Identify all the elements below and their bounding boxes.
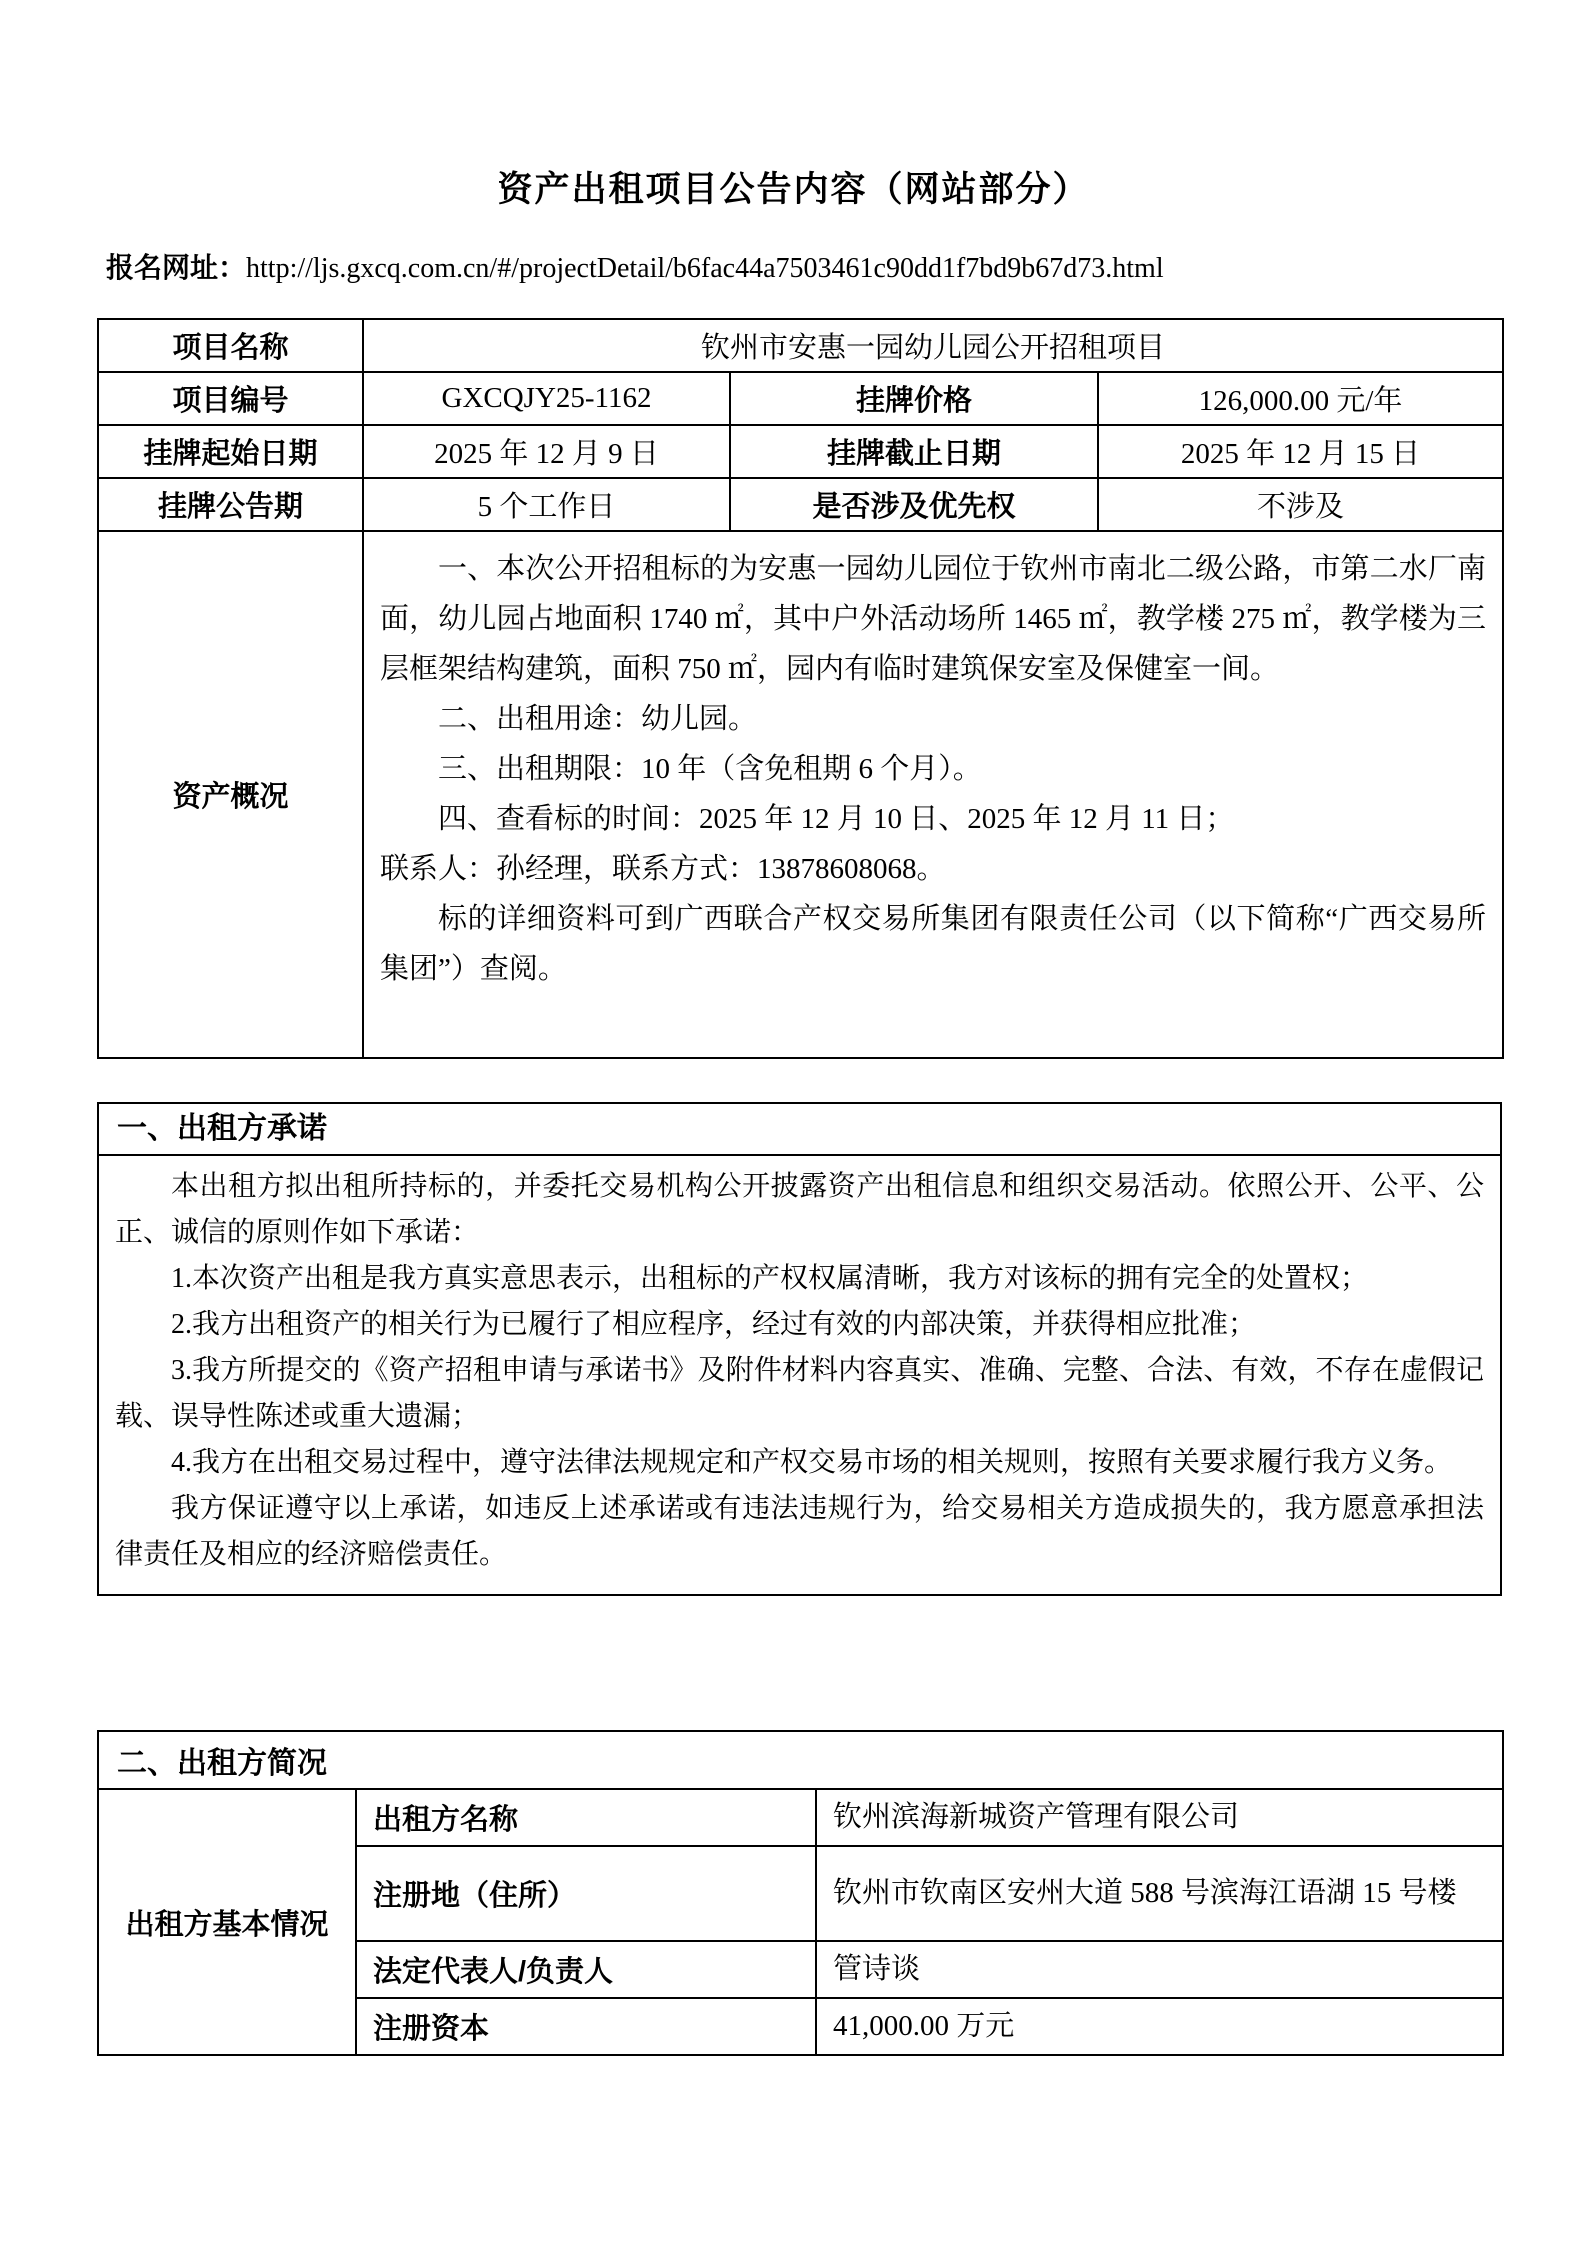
lessor-name-value: 钦州滨海新城资产管理有限公司 (816, 1789, 1503, 1846)
registered-capital-label: 注册资本 (356, 1998, 816, 2055)
listing-price-label: 挂牌价格 (730, 372, 1098, 425)
announcement-period-label: 挂牌公告期 (98, 478, 363, 531)
project-code-label: 项目编号 (98, 372, 363, 425)
priority-right-label: 是否涉及优先权 (730, 478, 1098, 531)
priority-right-value: 不涉及 (1098, 478, 1503, 531)
registration-url-line (106, 246, 1506, 286)
project-name-label: 项目名称 (98, 319, 363, 372)
table-row (98, 1789, 1503, 1846)
commitment-paragraph: 4.我方在出租交易过程中，遵守法律法规规定和产权交易市场的相关规则，按照有关要求履行我方义务。 (171, 1447, 1453, 1478)
registration-url-label: 报名网址： (106, 252, 247, 283)
project-name-value: 钦州市安惠一园幼儿园公开招租项目 (363, 319, 1503, 372)
lessor-profile-heading: 二、出租方简况 (98, 1731, 1503, 1789)
asset-overview-label: 资产概况 (98, 531, 363, 1058)
listing-end-label: 挂牌截止日期 (730, 425, 1098, 478)
lessor-commitment-body (99, 1156, 1500, 1594)
lessor-basic-info-label: 出租方基本情况 (98, 1789, 356, 2055)
overview-paragraph: 四、查看标的时间：2025 年 12 月 10 日、2025 年 12 月 11 日； (438, 803, 1235, 835)
project-code-value: GXCQJY25-1162 (363, 372, 730, 425)
project-info-table (97, 318, 1504, 1059)
lessor-name-label: 出租方名称 (356, 1789, 816, 1846)
asset-overview-content (363, 531, 1503, 1058)
registered-address-label: 注册地（住所） (356, 1846, 816, 1941)
overview-paragraph: 一、本次公开招租标的为安惠一园幼儿园位于钦州市南北二级公路，市第二水厂南面，幼儿园占地面积 1740 ㎡，其中户外活动场所 1465 ㎡，教学楼 275 ㎡，教学楼为三层框架结构建筑，面积 750 ㎡，园内有临时建筑保安室及保健室一间。 (380, 553, 1487, 685)
commitment-paragraph: 3.我方所提交的《资产招租申请与承诺书》及附件材料内容真实、准确、完整、合法、有效，不存在虚假记载、误导性陈述或重大遗漏； (115, 1355, 1484, 1432)
overview-paragraph: 二、出租用途：幼儿园。 (438, 703, 758, 735)
registered-capital-value: 41,000.00 万元 (816, 1998, 1503, 2055)
table-row (98, 478, 1503, 531)
table-row (98, 1731, 1503, 1789)
table-row (98, 372, 1503, 425)
listing-start-label: 挂牌起始日期 (98, 425, 363, 478)
registered-address-value: 钦州市钦南区安州大道 588 号滨海江语湖 15 号楼 (816, 1846, 1503, 1941)
commitment-paragraph: 我方保证遵守以上承诺，如违反上述承诺或有违法违规行为，给交易相关方造成损失的，我方愿意承担法律责任及相应的经济赔偿责任。 (115, 1493, 1484, 1570)
table-row (98, 425, 1503, 478)
listing-price-value: 126,000.00 元/年 (1098, 372, 1503, 425)
listing-start-value: 2025 年 12 月 9 日 (363, 425, 730, 478)
overview-paragraph: 三、出租期限：10 年（含免租期 6 个月）。 (438, 753, 982, 785)
table-row (98, 531, 1503, 1058)
commitment-paragraph: 1.本次资产出租是我方真实意思表示，出租标的产权权属清晰，我方对该标的拥有完全的处置权； (171, 1263, 1369, 1294)
lessor-profile-table (97, 1730, 1504, 2056)
commitment-paragraph: 2.我方出租资产的相关行为已履行了相应程序，经过有效的内部决策，并获得相应批准； (171, 1309, 1257, 1340)
overview-paragraph: 标的详细资料可到广西联合产权交易所集团有限责任公司（以下简称“广西交易所集团”）查阅。 (380, 903, 1487, 985)
listing-end-value: 2025 年 12 月 15 日 (1098, 425, 1503, 478)
document-title: 资产出租项目公告内容（网站部分） (497, 170, 1090, 209)
announcement-period-value: 5 个工作日 (363, 478, 730, 531)
lessor-commitment-heading: 一、出租方承诺 (99, 1104, 1500, 1156)
commitment-paragraph: 本出租方拟出租所持标的，并委托交易机构公开披露资产出租信息和组织交易活动。依照公开、公平、公正、诚信的原则作如下承诺： (115, 1171, 1484, 1248)
legal-representative-value: 管诗谈 (816, 1941, 1503, 1998)
table-row (98, 319, 1503, 372)
lessor-commitment-section (97, 1102, 1502, 1596)
overview-paragraph: 联系人：孙经理，联系方式：13878608068。 (380, 853, 946, 885)
registration-url: http://ljs.gxcq.com.cn/#/projectDetail/b6fac44a7503461c90dd1f7bd9b67d73.html (246, 253, 1164, 284)
legal-representative-label: 法定代表人/负责人 (356, 1941, 816, 1998)
